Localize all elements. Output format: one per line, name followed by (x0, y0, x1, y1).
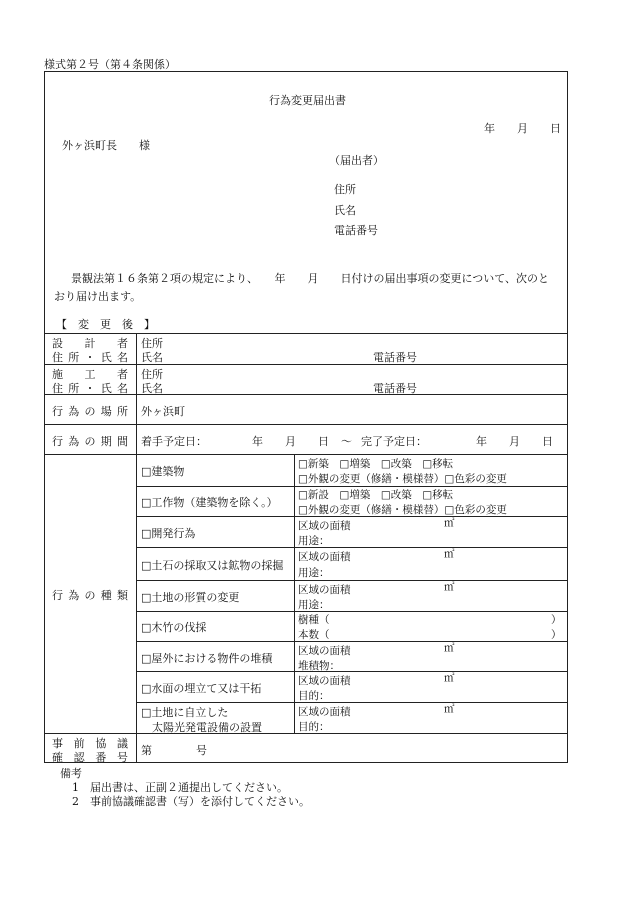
builder-address[interactable]: 住所 (141, 368, 163, 381)
place-value[interactable]: 外ヶ浜町 (141, 405, 185, 418)
confirm-label-1: 事 前 協 議 (52, 737, 128, 750)
body-text-line2: おり届け出ます。 (54, 290, 142, 303)
period-start-label: 着手予定日： (141, 435, 207, 448)
kind-solar-area: 区域の面積 (298, 706, 351, 718)
kind-storage-area: 区域の面積 (298, 645, 351, 657)
kind-building-detail-1[interactable]: □新築 □増築 □改築 □移転 (298, 458, 454, 470)
kind-building-detail-2[interactable]: □外観の変更（修繕・模様替）□色彩の変更 (298, 473, 507, 485)
kind-mining-area: 区域の面積 (298, 551, 351, 563)
kind-structure-checkbox[interactable]: □工作物（建築物を除く。） (141, 496, 278, 509)
kind-storage-unit: ㎡ (444, 642, 455, 654)
builder-label-1: 施 工 者 (52, 368, 128, 381)
kind-reclamation-area: 区域の面積 (298, 675, 351, 687)
kind-storage-material[interactable]: 堆積物： (298, 660, 340, 672)
addressee: 外ヶ浜町長 様 (62, 139, 150, 152)
applicant-phone-label[interactable]: 電話番号 (334, 224, 378, 237)
kind-development-use[interactable]: 用途： (298, 535, 330, 547)
kind-mining-checkbox[interactable]: □土石の採取又は鉱物の採掘 (141, 559, 284, 572)
notes-heading: 備考 (60, 767, 82, 780)
kind-landform-unit: ㎡ (444, 581, 455, 593)
designer-label-2: 住 所 ・ 氏 名 (52, 351, 128, 364)
kind-solar-label-2: 太陽光発電設備の設置 (152, 721, 262, 734)
designer-address[interactable]: 住所 (141, 337, 163, 350)
designer-label-1: 設 計 者 (52, 337, 128, 350)
confirm-number-prefix: 第 (141, 744, 152, 757)
applicant-heading: （届出者） (329, 154, 384, 167)
kind-development-checkbox[interactable]: □開発行為 (141, 527, 196, 540)
period-tilde: 〜 (341, 435, 352, 448)
kind-reclamation-purpose[interactable]: 目的： (298, 690, 330, 702)
designer-name[interactable]: 氏名 (141, 351, 163, 364)
kind-logging-count[interactable]: 本数（ (298, 629, 330, 641)
kind-logging-count-close: ） (551, 629, 562, 641)
kind-reclamation-unit: ㎡ (444, 672, 455, 684)
submission-date[interactable]: 年 月 日 (484, 122, 561, 135)
applicant-name-label[interactable]: 氏名 (334, 204, 356, 217)
kind-landform-use[interactable]: 用途： (298, 599, 330, 611)
kind-solar-purpose[interactable]: 目的： (298, 721, 330, 733)
section-after-change: 【 変 更 後 】 (56, 318, 155, 331)
kind-label: 行 為 の 種 類 (52, 589, 128, 602)
kind-mining-unit: ㎡ (444, 548, 455, 560)
kind-mining-use[interactable]: 用途： (298, 567, 330, 579)
builder-label-2: 住 所 ・ 氏 名 (52, 382, 128, 395)
kind-logging-checkbox[interactable]: □木竹の伐採 (141, 621, 207, 634)
kind-storage-checkbox[interactable]: □屋外における物件の堆積 (141, 652, 273, 665)
kind-development-area: 区域の面積 (298, 520, 351, 532)
confirm-label-2: 確 認 番 号 (52, 751, 128, 764)
builder-phone[interactable]: 電話番号 (373, 382, 417, 395)
form-title: 行為変更届出書 (269, 94, 346, 107)
period-end-date[interactable]: 年 月 日 (476, 435, 553, 448)
builder-name[interactable]: 氏名 (141, 382, 163, 395)
note-item-2: 2 事前協議確認書（写）を添付してください。 (72, 795, 310, 808)
kind-building-checkbox[interactable]: □建築物 (141, 465, 185, 478)
body-text-line1: 景観法第１６条第２項の規定により、 年 月 日付けの届出事項の変更について、次のと (71, 272, 550, 285)
kind-solar-unit: ㎡ (444, 703, 455, 715)
confirm-number-suffix[interactable]: 号 (196, 744, 207, 757)
kind-landform-checkbox[interactable]: □土地の形質の変更 (141, 591, 240, 604)
kind-structure-detail-2[interactable]: □外観の変更（修繕・模様替）□色彩の変更 (298, 504, 507, 516)
kind-structure-detail-1[interactable]: □新設 □増築 □改築 □移転 (298, 489, 454, 501)
kind-logging-species-close: ） (551, 614, 562, 626)
note-item-1: 1 届出書は、正副２通提出してください。 (72, 781, 288, 794)
kind-solar-checkbox[interactable]: □土地に自立した (141, 706, 229, 719)
period-start-date[interactable]: 年 月 日 (252, 435, 329, 448)
designer-phone[interactable]: 電話番号 (373, 351, 417, 364)
period-label: 行 為 の 期 間 (52, 435, 128, 448)
kind-development-unit: ㎡ (444, 517, 455, 529)
applicant-address-label[interactable]: 住所 (334, 183, 356, 196)
place-label: 行 為 の 場 所 (52, 405, 128, 418)
kind-landform-area: 区域の面積 (298, 584, 351, 596)
form-number-label: 様式第２号（第４条関係） (44, 58, 176, 71)
kind-logging-species[interactable]: 樹種（ (298, 614, 330, 626)
kind-reclamation-checkbox[interactable]: □水面の埋立て又は干拓 (141, 682, 262, 695)
period-end-label: 完了予定日： (361, 435, 427, 448)
